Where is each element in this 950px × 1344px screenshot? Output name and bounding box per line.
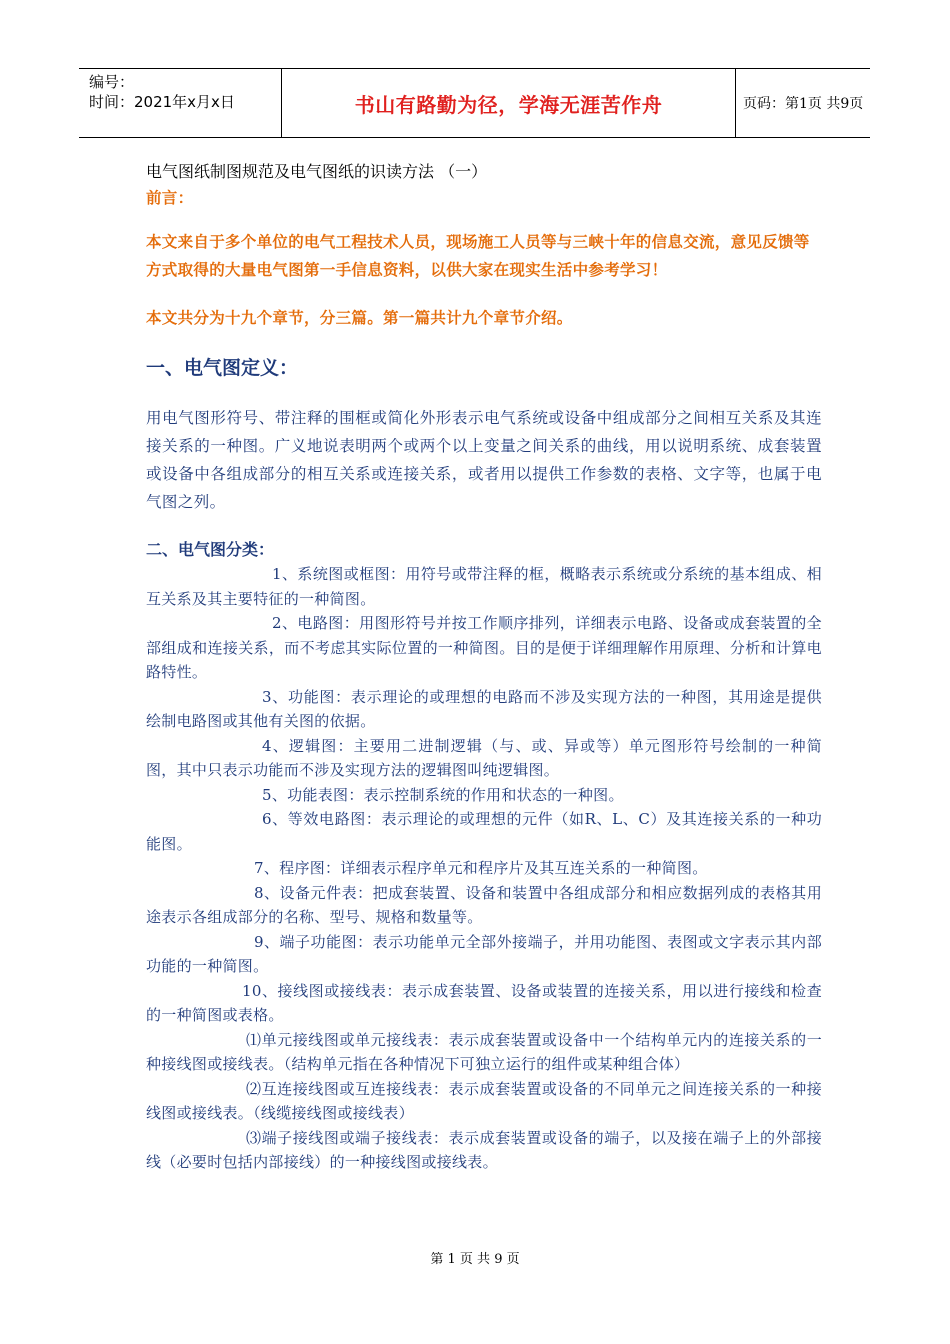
list-item: 3、功能图：表示理论的或理想的电路而不涉及实现方法的一种图，其用途是提供绘制电路图或其他有关图的依据。 bbox=[146, 687, 822, 730]
number-label: 编号： bbox=[89, 73, 135, 91]
motto-cell bbox=[281, 69, 736, 137]
page-info: 页码：第1页 共9页 bbox=[743, 96, 864, 112]
list-item: 2、电路图：用图形符号并按工作顺序排列，详细表示电路、设备或成套装置的全部组成和连接关系，而不考虑其实际位置的一种简图。目的是便于详细理解作用原理、分析和计算电路特性。 bbox=[146, 614, 822, 681]
preface-paragraph-2: 本文共分为十九个章节，分三篇。第一篇共计九个章节介绍。 bbox=[146, 308, 573, 327]
preface-paragraph-1: 本文来自于多个单位的电气工程技术人员，现场施工人员等与三峡十年的信息交流，意见反馈等方式取得的大量电气图第一手信息资料，以供大家在现实生活中参考学习！ bbox=[146, 232, 810, 279]
date-line: 时间：2021年x月x日 bbox=[89, 93, 235, 111]
document-body bbox=[146, 160, 822, 1175]
list-item: 4、逻辑图：主要用二进制逻辑（与、或、异或等）单元图形符号绘制的一种简图，其中只表示功能而不涉及实现方法的逻辑图叫纯逻辑图。 bbox=[146, 736, 822, 779]
list-item: 7、程序图：详细表示程序单元和程序片及其互连关系的一种简图。 bbox=[254, 859, 708, 877]
list-item: 1、系统图或框图：用符号或带注释的框，概略表示系统或分系统的基本组成、相互关系及其主要特征的一种简图。 bbox=[146, 565, 822, 608]
list-item: 8、设备元件表：把成套装置、设备和装置中各组成部分和相应数据列成的表格其用途表示各组成部分的名称、型号、规格和数量等。 bbox=[146, 883, 822, 926]
section-1-body: 用电气图形符号、带注释的围框或简化外形表示电气系统或设备中组成部分之间相互关系及其连接关系的一种图。广义地说表明两个或两个以上变量之间关系的曲线，用以说明系统、成套装置或设备中各组成部分的相互关系或连接关系，或者用以提供工作参数的表格、文字等，也属于电气图之列。 bbox=[146, 409, 822, 511]
list-item: ⑶端子接线图或端子接线表：表示成套装置或设备的端子，以及接在端子上的外部接线（必要时包括内部接线）的一种接线图或接线表。 bbox=[146, 1128, 822, 1171]
list-item: ⑵互连接线图或互连接线表：表示成套装置或设备的不同单元之间连接关系的一种接线图或接线表。（线缆接线图或接线表） bbox=[146, 1079, 822, 1122]
list-item: 9、端子功能图：表示功能单元全部外接端子，并用功能图、表图或文字表示其内部功能的一种简图。 bbox=[146, 932, 822, 975]
list-item: ⑴单元接线图或单元接线表：表示成套装置或设备中一个结构单元内的连接关系的一种接线图或接线表。（结构单元指在各种情况下可独立运行的组件或某种组合体） bbox=[146, 1030, 822, 1073]
list-item: 6、等效电路图：表示理论的或理想的元件（如R、L、C）及其连接关系的一种功能图。 bbox=[146, 810, 822, 853]
motto-text: 书山有路勤为径，学海无涯苦作舟 bbox=[354, 92, 663, 117]
page-footer: 第 1 页 共 9 页 bbox=[430, 1252, 520, 1267]
section-2-heading: 二、电气图分类： bbox=[146, 540, 275, 559]
list-item: 5、功能表图：表示控制系统的作用和状态的一种图。 bbox=[262, 785, 624, 804]
header-info-cell bbox=[79, 69, 281, 137]
list-item: 10、接线图或接线表：表示成套装置、设备或装置的连接关系，用以进行接线和检查的一种简图或表格。 bbox=[146, 981, 822, 1024]
document-header bbox=[79, 68, 870, 138]
preface-label: 前言： bbox=[146, 188, 194, 207]
page-info-cell bbox=[735, 69, 870, 137]
section-1-heading: 一、电气图定义： bbox=[146, 357, 299, 379]
document-title: 电气图纸制图规范及电气图纸的识读方法 （一） bbox=[146, 162, 488, 181]
